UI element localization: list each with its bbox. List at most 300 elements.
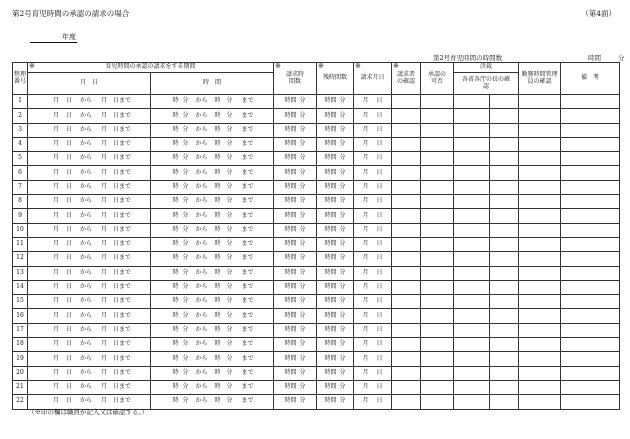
requested-hours-cell[interactable]: 時間 分 [274, 237, 317, 251]
period-time-cell[interactable]: 時 分 から 時 分 まで [151, 237, 274, 251]
fiscal-year-underline [30, 42, 77, 43]
header-requester-confirm: ※ 請求者の確認 [392, 63, 421, 95]
table-row [13, 137, 620, 151]
remaining-hours-cell[interactable]: 時間 分 [317, 137, 354, 151]
remarks-cell[interactable] [561, 366, 620, 380]
remarks-cell[interactable] [561, 280, 620, 294]
hours-manager-cell[interactable] [519, 309, 561, 323]
period-date-cell[interactable]: 月 日 から 月 日まで [28, 323, 151, 337]
requester-confirm-cell[interactable] [392, 352, 421, 366]
remaining-hours-cell[interactable]: 時間 分 [317, 323, 354, 337]
row-number: 2 [13, 109, 28, 123]
table-row [13, 152, 620, 166]
head-confirm-cell-b[interactable] [490, 295, 519, 309]
requester-confirm-cell[interactable] [392, 252, 421, 266]
period-time-cell[interactable]: 時 分 から 時 分 まで [151, 380, 274, 394]
request-date-cell[interactable]: 月 日 [354, 252, 392, 266]
hours-manager-cell[interactable] [519, 123, 561, 137]
period-date-cell[interactable]: 月 日 から 月 日まで [28, 123, 151, 137]
hours-manager-cell[interactable] [519, 395, 561, 409]
period-time-cell[interactable]: 時 分 から 時 分 まで [151, 252, 274, 266]
header-remaining-hours: ※ 残時間数 [317, 63, 354, 95]
approval-cell[interactable] [421, 137, 454, 151]
header-hours-manager: 勤務時間管理員の確認 [519, 63, 561, 95]
period-time-cell[interactable]: 時 分 から 時 分 まで [151, 152, 274, 166]
hours-manager-cell[interactable] [519, 195, 561, 209]
request-date-cell[interactable]: 月 日 [354, 295, 392, 309]
head-confirm-cell-a[interactable] [454, 280, 490, 294]
row-number: 9 [13, 209, 28, 223]
head-confirm-cell-b[interactable] [490, 237, 519, 251]
remarks-cell[interactable] [561, 166, 620, 180]
remaining-hours-cell[interactable]: 時間 分 [317, 180, 354, 194]
period-date-cell[interactable]: 月 日 から 月 日まで [28, 223, 151, 237]
fiscal-year-suffix: 年度 [62, 33, 76, 41]
head-confirm-cell-b[interactable] [490, 109, 519, 123]
request-date-cell[interactable]: 月 日 [354, 309, 392, 323]
table-row [13, 252, 620, 266]
approval-cell[interactable] [421, 338, 454, 352]
requested-hours-cell[interactable]: 時間 分 [274, 352, 317, 366]
period-time-cell[interactable]: 時 分 から 時 分 まで [151, 338, 274, 352]
period-date-cell[interactable]: 月 日 から 月 日まで [28, 166, 151, 180]
requester-confirm-cell[interactable] [392, 180, 421, 194]
requested-hours-cell[interactable]: 時間 分 [274, 166, 317, 180]
approval-cell[interactable] [421, 252, 454, 266]
request-date-cell[interactable]: 月 日 [354, 366, 392, 380]
approval-cell[interactable] [421, 309, 454, 323]
requested-hours-cell[interactable]: 時間 分 [274, 366, 317, 380]
remarks-cell[interactable] [561, 252, 620, 266]
header-period-group: ※ 育児時間の承認の請求をする期間 [28, 63, 274, 73]
request-date-cell[interactable]: 月 日 [354, 209, 392, 223]
period-date-cell[interactable]: 月 日 から 月 日まで [28, 209, 151, 223]
period-date-cell[interactable]: 月 日 から 月 日まで [28, 180, 151, 194]
hours-manager-cell[interactable] [519, 352, 561, 366]
period-time-cell[interactable]: 時 分 から 時 分 まで [151, 266, 274, 280]
period-time-cell[interactable]: 時 分 から 時 分 まで [151, 223, 274, 237]
row-number: 4 [13, 137, 28, 151]
row-number: 6 [13, 166, 28, 180]
head-confirm-cell-a[interactable] [454, 252, 490, 266]
period-date-cell[interactable]: 月 日 から 月 日まで [28, 109, 151, 123]
head-confirm-cell-b[interactable] [490, 280, 519, 294]
hours-manager-cell[interactable] [519, 137, 561, 151]
row-number: 12 [13, 252, 28, 266]
remaining-hours-cell[interactable]: 時間 分 [317, 223, 354, 237]
head-confirm-cell-a[interactable] [454, 395, 490, 409]
remarks-cell[interactable] [561, 295, 620, 309]
approval-cell[interactable] [421, 323, 454, 337]
remaining-hours-cell[interactable]: 時間 分 [317, 123, 354, 137]
approval-cell[interactable] [421, 152, 454, 166]
period-time-cell[interactable]: 時 分 から 時 分 まで [151, 323, 274, 337]
header-requested-hours: ※ 請求時間数 [274, 63, 317, 95]
head-confirm-cell-a[interactable] [454, 223, 490, 237]
requested-hours-cell[interactable]: 時間 分 [274, 223, 317, 237]
requested-hours-cell[interactable]: 時間 分 [274, 95, 317, 109]
summary-label: 第2号育児時間の時間数 [433, 54, 503, 62]
hours-manager-cell[interactable] [519, 366, 561, 380]
head-confirm-cell-b[interactable] [490, 309, 519, 323]
period-date-cell[interactable]: 月 日 から 月 日まで [28, 352, 151, 366]
row-number: 13 [13, 266, 28, 280]
table-row [13, 380, 620, 394]
table-row [13, 323, 620, 337]
requester-confirm-cell[interactable] [392, 95, 421, 109]
approval-cell[interactable] [421, 195, 454, 209]
head-confirm-cell-a[interactable] [454, 152, 490, 166]
remaining-hours-cell[interactable]: 時間 分 [317, 338, 354, 352]
remarks-cell[interactable] [561, 395, 620, 409]
hours-manager-cell[interactable] [519, 323, 561, 337]
hours-manager-cell[interactable] [519, 295, 561, 309]
remarks-cell[interactable] [561, 209, 620, 223]
request-date-cell[interactable]: 月 日 [354, 152, 392, 166]
requested-hours-cell[interactable]: 時間 分 [274, 266, 317, 280]
request-date-cell[interactable]: 月 日 [354, 195, 392, 209]
table-row [13, 166, 620, 180]
remarks-cell[interactable] [561, 223, 620, 237]
period-time-cell[interactable]: 時 分 から 時 分 まで [151, 109, 274, 123]
request-date-cell[interactable]: 月 日 [354, 280, 392, 294]
row-number: 14 [13, 280, 28, 294]
requested-hours-cell[interactable]: 時間 分 [274, 323, 317, 337]
period-date-cell[interactable]: 月 日 から 月 日まで [28, 152, 151, 166]
requested-hours-cell[interactable]: 時間 分 [274, 209, 317, 223]
requester-confirm-cell[interactable] [392, 280, 421, 294]
period-time-cell[interactable]: 時 分 から 時 分 まで [151, 309, 274, 323]
remaining-hours-cell[interactable]: 時間 分 [317, 366, 354, 380]
page-number: （第4面） [581, 9, 616, 18]
row-number: 20 [13, 366, 28, 380]
hours-manager-cell[interactable] [519, 338, 561, 352]
table-row [13, 295, 620, 309]
requested-hours-cell[interactable]: 時間 分 [274, 395, 317, 409]
period-date-cell[interactable]: 月 日 から 月 日まで [28, 252, 151, 266]
period-time-cell[interactable]: 時 分 から 時 分 まで [151, 366, 274, 380]
period-time-cell[interactable]: 時 分 から 時 分 まで [151, 166, 274, 180]
period-time-cell[interactable]: 時 分 から 時 分 まで [151, 295, 274, 309]
remaining-hours-cell[interactable]: 時間 分 [317, 237, 354, 251]
summary-hours-unit: 時間 [588, 54, 601, 62]
period-date-cell[interactable]: 月 日 から 月 日まで [28, 266, 151, 280]
head-confirm-cell-b[interactable] [490, 266, 519, 280]
period-date-cell[interactable]: 月 日 から 月 日まで [28, 95, 151, 109]
period-time-cell[interactable]: 時 分 から 時 分 まで [151, 352, 274, 366]
approval-cell[interactable] [421, 223, 454, 237]
head-confirm-cell-a[interactable] [454, 323, 490, 337]
period-time-cell[interactable]: 時 分 から 時 分 まで [151, 195, 274, 209]
period-date-cell[interactable]: 月 日 から 月 日まで [28, 309, 151, 323]
requester-confirm-cell[interactable] [392, 266, 421, 280]
request-date-cell[interactable]: 月 日 [354, 266, 392, 280]
remaining-hours-cell[interactable]: 時間 分 [317, 352, 354, 366]
head-confirm-cell-a[interactable] [454, 123, 490, 137]
requested-hours-cell[interactable]: 時間 分 [274, 309, 317, 323]
period-date-cell[interactable]: 月 日 から 月 日まで [28, 366, 151, 380]
row-number: 21 [13, 380, 28, 394]
head-confirm-cell-a[interactable] [454, 209, 490, 223]
requester-confirm-cell[interactable] [392, 338, 421, 352]
requested-hours-cell[interactable]: 時間 分 [274, 338, 317, 352]
remarks-cell[interactable] [561, 195, 620, 209]
head-confirm-cell-b[interactable] [490, 137, 519, 151]
header-seq: 整理番号 [13, 63, 28, 95]
requested-hours-cell[interactable]: 時間 分 [274, 137, 317, 151]
row-number: 11 [13, 237, 28, 251]
hours-manager-cell[interactable] [519, 180, 561, 194]
row-number: 19 [13, 352, 28, 366]
summary-minutes-unit: 分 [618, 54, 625, 62]
period-time-cell[interactable]: 時 分 から 時 分 まで [151, 137, 274, 151]
requester-confirm-cell[interactable] [392, 395, 421, 409]
period-time-cell[interactable]: 時 分 から 時 分 まで [151, 209, 274, 223]
head-confirm-cell-b[interactable] [490, 252, 519, 266]
table-row [13, 123, 620, 137]
table-row [13, 237, 620, 251]
requester-confirm-cell[interactable] [392, 123, 421, 137]
remaining-hours-cell[interactable]: 時間 分 [317, 266, 354, 280]
remaining-hours-cell[interactable]: 時間 分 [317, 395, 354, 409]
table-row [13, 223, 620, 237]
approval-cell[interactable] [421, 109, 454, 123]
period-date-cell[interactable]: 月 日 から 月 日まで [28, 280, 151, 294]
hours-manager-cell[interactable] [519, 266, 561, 280]
remarks-cell[interactable] [561, 137, 620, 151]
remaining-hours-cell[interactable]: 時間 分 [317, 95, 354, 109]
requester-confirm-cell[interactable] [392, 209, 421, 223]
head-confirm-cell-b[interactable] [490, 152, 519, 166]
approval-cell[interactable] [421, 237, 454, 251]
period-time-cell[interactable]: 時 分 から 時 分 まで [151, 95, 274, 109]
head-confirm-cell-a[interactable] [454, 309, 490, 323]
request-date-cell[interactable]: 月 日 [354, 95, 392, 109]
head-confirm-cell-b[interactable] [490, 366, 519, 380]
head-confirm-cell-b[interactable] [490, 352, 519, 366]
remarks-cell[interactable] [561, 123, 620, 137]
request-date-cell[interactable]: 月 日 [354, 352, 392, 366]
period-time-cell[interactable]: 時 分 から 時 分 まで [151, 280, 274, 294]
childcare-time-request-table [12, 62, 620, 410]
remaining-hours-cell[interactable]: 時間 分 [317, 295, 354, 309]
approval-cell[interactable] [421, 166, 454, 180]
remarks-cell[interactable] [561, 338, 620, 352]
head-confirm-cell-b[interactable] [490, 95, 519, 109]
requested-hours-cell[interactable]: 時間 分 [274, 195, 317, 209]
head-confirm-cell-a[interactable] [454, 380, 490, 394]
fiscal-year-label [30, 32, 76, 42]
head-confirm-cell-b[interactable] [490, 195, 519, 209]
hours-manager-cell[interactable] [519, 209, 561, 223]
requester-confirm-cell[interactable] [392, 323, 421, 337]
remaining-hours-cell[interactable]: 時間 分 [317, 152, 354, 166]
approval-cell[interactable] [421, 295, 454, 309]
request-date-cell[interactable]: 月 日 [354, 338, 392, 352]
period-date-cell[interactable]: 月 日 から 月 日まで [28, 395, 151, 409]
approval-cell[interactable] [421, 180, 454, 194]
head-confirm-cell-a[interactable] [454, 266, 490, 280]
requested-hours-cell[interactable]: 時間 分 [274, 109, 317, 123]
form-title: 第2号育児時間の承認の請求の場合 [12, 9, 130, 18]
request-date-cell[interactable]: 月 日 [354, 137, 392, 151]
row-number: 3 [13, 123, 28, 137]
request-date-cell[interactable]: 月 日 [354, 109, 392, 123]
remarks-cell[interactable] [561, 237, 620, 251]
remarks-cell[interactable] [561, 95, 620, 109]
table-row [13, 309, 620, 323]
approval-cell[interactable] [421, 266, 454, 280]
period-date-cell[interactable]: 月 日 から 月 日まで [28, 338, 151, 352]
remarks-cell[interactable] [561, 380, 620, 394]
head-confirm-cell-a[interactable] [454, 166, 490, 180]
request-date-cell[interactable]: 月 日 [354, 180, 392, 194]
approval-cell[interactable] [421, 123, 454, 137]
head-confirm-cell-b[interactable] [490, 209, 519, 223]
request-date-cell[interactable]: 月 日 [354, 323, 392, 337]
header-request-date: ※ 請求月日 [354, 63, 392, 95]
header-decision-group: 決裁 [454, 63, 519, 73]
remarks-cell[interactable] [561, 309, 620, 323]
hours-manager-cell[interactable] [519, 380, 561, 394]
remaining-hours-cell[interactable]: 時間 分 [317, 195, 354, 209]
period-date-cell[interactable]: 月 日 から 月 日まで [28, 380, 151, 394]
head-confirm-cell-a[interactable] [454, 180, 490, 194]
remaining-hours-cell[interactable]: 時間 分 [317, 252, 354, 266]
remarks-cell[interactable] [561, 152, 620, 166]
head-confirm-cell-a[interactable] [454, 366, 490, 380]
requester-confirm-cell[interactable] [392, 109, 421, 123]
footnote: （※印の欄は職員が記入又は確認する。） [28, 408, 149, 416]
row-number: 7 [13, 180, 28, 194]
head-confirm-cell-b[interactable] [490, 223, 519, 237]
requester-confirm-cell[interactable] [392, 223, 421, 237]
requested-hours-cell[interactable]: 時間 分 [274, 123, 317, 137]
table-row [13, 266, 620, 280]
requester-confirm-cell[interactable] [392, 152, 421, 166]
period-time-cell[interactable]: 時 分 から 時 分 まで [151, 123, 274, 137]
hours-manager-cell[interactable] [519, 109, 561, 123]
requester-confirm-cell[interactable] [392, 237, 421, 251]
row-number: 10 [13, 223, 28, 237]
table-row [13, 109, 620, 123]
requester-confirm-cell[interactable] [392, 295, 421, 309]
approval-cell[interactable] [421, 395, 454, 409]
approval-cell[interactable] [421, 352, 454, 366]
head-confirm-cell-a[interactable] [454, 95, 490, 109]
approval-cell[interactable] [421, 209, 454, 223]
hours-manager-cell[interactable] [519, 95, 561, 109]
period-date-cell[interactable]: 月 日 から 月 日まで [28, 137, 151, 151]
approval-cell[interactable] [421, 95, 454, 109]
head-confirm-cell-b[interactable] [490, 380, 519, 394]
table-row [13, 209, 620, 223]
remaining-hours-cell[interactable]: 時間 分 [317, 380, 354, 394]
hours-manager-cell[interactable] [519, 223, 561, 237]
head-confirm-cell-a[interactable] [454, 338, 490, 352]
requested-hours-cell[interactable]: 時間 分 [274, 252, 317, 266]
head-confirm-cell-a[interactable] [454, 109, 490, 123]
head-confirm-cell-b[interactable] [490, 323, 519, 337]
request-date-cell[interactable]: 月 日 [354, 395, 392, 409]
hours-manager-cell[interactable] [519, 280, 561, 294]
requester-confirm-cell[interactable] [392, 366, 421, 380]
requested-hours-cell[interactable]: 時間 分 [274, 180, 317, 194]
remarks-cell[interactable] [561, 180, 620, 194]
hours-manager-cell[interactable] [519, 166, 561, 180]
row-number: 8 [13, 195, 28, 209]
requested-hours-cell[interactable]: 時間 分 [274, 152, 317, 166]
head-confirm-cell-b[interactable] [490, 123, 519, 137]
requester-confirm-cell[interactable] [392, 137, 421, 151]
head-confirm-cell-b[interactable] [490, 180, 519, 194]
approval-cell[interactable] [421, 366, 454, 380]
period-date-cell[interactable]: 月 日 から 月 日まで [28, 195, 151, 209]
header-date: 月 日 [28, 73, 151, 95]
request-date-cell[interactable]: 月 日 [354, 223, 392, 237]
table-row [13, 366, 620, 380]
remarks-cell[interactable] [561, 266, 620, 280]
remarks-cell[interactable] [561, 352, 620, 366]
requester-confirm-cell[interactable] [392, 195, 421, 209]
head-confirm-cell-a[interactable] [454, 237, 490, 251]
head-confirm-cell-a[interactable] [454, 295, 490, 309]
requester-confirm-cell[interactable] [392, 166, 421, 180]
remaining-hours-cell[interactable]: 時間 分 [317, 280, 354, 294]
request-date-cell[interactable]: 月 日 [354, 237, 392, 251]
hours-manager-cell[interactable] [519, 252, 561, 266]
head-confirm-cell-b[interactable] [490, 166, 519, 180]
request-date-cell[interactable]: 月 日 [354, 380, 392, 394]
request-date-cell[interactable]: 月 日 [354, 123, 392, 137]
period-date-cell[interactable]: 月 日 から 月 日まで [28, 237, 151, 251]
requester-confirm-cell[interactable] [392, 380, 421, 394]
row-number: 1 [13, 95, 28, 109]
remaining-hours-cell[interactable]: 時間 分 [317, 109, 354, 123]
head-confirm-cell-b[interactable] [490, 395, 519, 409]
approval-cell[interactable] [421, 280, 454, 294]
head-confirm-cell-b[interactable] [490, 338, 519, 352]
table-row [13, 195, 620, 209]
hours-manager-cell[interactable] [519, 237, 561, 251]
period-time-cell[interactable]: 時 分 から 時 分 まで [151, 180, 274, 194]
requester-confirm-cell[interactable] [392, 309, 421, 323]
requested-hours-cell[interactable]: 時間 分 [274, 280, 317, 294]
head-confirm-cell-a[interactable] [454, 195, 490, 209]
header-head-confirm: 各省各庁の長の確認 [454, 73, 519, 95]
remaining-hours-cell[interactable]: 時間 分 [317, 309, 354, 323]
remarks-cell[interactable] [561, 109, 620, 123]
period-date-cell[interactable]: 月 日 から 月 日まで [28, 295, 151, 309]
header-remarks: 備 考 [561, 63, 620, 95]
requested-hours-cell[interactable]: 時間 分 [274, 380, 317, 394]
table-row [13, 95, 620, 109]
period-time-cell[interactable]: 時 分 から 時 分 まで [151, 395, 274, 409]
remaining-hours-cell[interactable]: 時間 分 [317, 209, 354, 223]
requested-hours-cell[interactable]: 時間 分 [274, 295, 317, 309]
head-confirm-cell-a[interactable] [454, 352, 490, 366]
remaining-hours-cell[interactable]: 時間 分 [317, 166, 354, 180]
hours-manager-cell[interactable] [519, 152, 561, 166]
head-confirm-cell-a[interactable] [454, 137, 490, 151]
header-time: 時 間 [151, 73, 274, 95]
remarks-cell[interactable] [561, 323, 620, 337]
request-date-cell[interactable]: 月 日 [354, 166, 392, 180]
approval-cell[interactable] [421, 380, 454, 394]
row-number: 18 [13, 338, 28, 352]
header-approval: 承認の可否 [421, 63, 454, 95]
table-row [13, 180, 620, 194]
